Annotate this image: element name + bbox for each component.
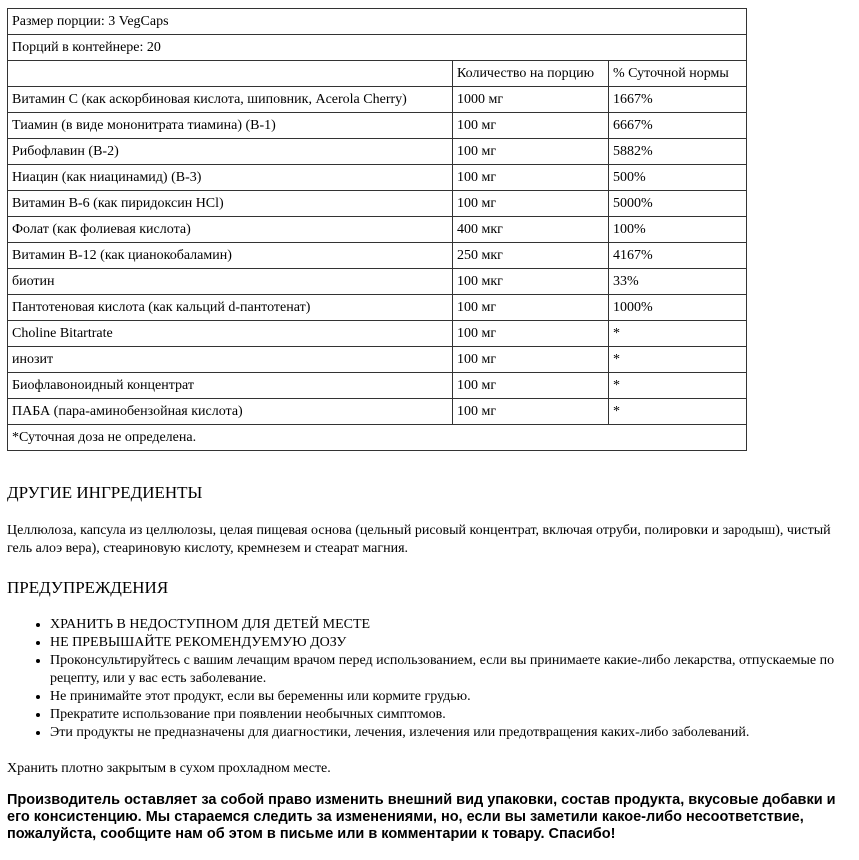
table-row — [8, 87, 747, 113]
table-row — [8, 321, 747, 347]
table-row — [8, 139, 747, 165]
supplement-facts-table — [7, 8, 747, 451]
nutrient-amount: 100 мг — [453, 321, 609, 347]
nutrient-name: Пантотеновая кислота (как кальций d-пантотенат) — [8, 295, 453, 321]
table-row — [8, 425, 747, 451]
table-row — [8, 35, 747, 61]
nutrient-amount: 100 мг — [453, 113, 609, 139]
nutrient-name: ПАБА (пара-аминобензойная кислота) — [8, 399, 453, 425]
nutrient-amount: 100 мг — [453, 373, 609, 399]
nutrient-name: Витамин B-6 (как пиридоксин HCl) — [8, 191, 453, 217]
nutrient-name: Витамин B-12 (как цианокобаламин) — [8, 243, 453, 269]
table-row — [8, 399, 747, 425]
warnings-list — [7, 616, 850, 742]
nutrient-dv: * — [609, 373, 747, 399]
nutrient-name: Фолат (как фолиевая кислота) — [8, 217, 453, 243]
nutrient-dv: 5000% — [609, 191, 747, 217]
nutrient-amount: 100 мг — [453, 139, 609, 165]
other-ingredients-text: Целлюлоза, капсула из целлюлозы, целая пищевая основа (цельный рисовый концентрат, включая отруби, полировки и зародыш), чистый гель алоэ вера), стеариновую кислоту, кремнезем и стеарат магния. — [7, 523, 831, 556]
nutrient-dv: 33% — [609, 269, 747, 295]
table-row — [8, 113, 747, 139]
nutrient-dv: 1667% — [609, 87, 747, 113]
nutrient-dv: * — [609, 321, 747, 347]
table-row — [8, 373, 747, 399]
list-item: • ХРАНИТЬ В НЕДОСТУПНОМ ДЛЯ ДЕТЕЙ МЕСТЕ — [50, 616, 850, 634]
nutrient-amount: 100 мг — [453, 295, 609, 321]
nutrient-amount: 100 мг — [453, 191, 609, 217]
nutrient-dv: 4167% — [609, 243, 747, 269]
footnote: *Суточная доза не определена. — [8, 425, 747, 451]
nutrient-name: Ниацин (как ниацинамид) (B-3) — [8, 165, 453, 191]
manufacturer-disclaimer: Производитель оставляет за собой право изменить внешний вид упаковки, состав продукта, вкусовые добавки и его консистенцию. Мы стараемся следить за изменениями, но, если вы заметили какое-либо несоответствие, пожалуйста, сообщите нам об этом в письме или в комментарии к товару. Спасибо! — [7, 792, 836, 842]
servings-per-container: Порций в контейнере: 20 — [8, 35, 747, 61]
list-item: • НЕ ПРЕВЫШАЙТЕ РЕКОМЕНДУЕМУЮ ДОЗУ — [50, 634, 850, 652]
header-blank — [8, 61, 453, 87]
nutrient-name: Витамин C (как аскорбиновая кислота, шиповник, Acerola Cherry) — [8, 87, 453, 113]
other-ingredients-title: ДРУГИЕ ИНГРЕДИЕНТЫ — [7, 483, 203, 502]
table-row — [8, 347, 747, 373]
table-row — [8, 191, 747, 217]
nutrient-name: инозит — [8, 347, 453, 373]
table-row — [8, 295, 747, 321]
nutrient-name: Choline Bitartrate — [8, 321, 453, 347]
nutrient-dv: * — [609, 399, 747, 425]
nutrient-name: Биофлавоноидный концентрат — [8, 373, 453, 399]
warnings-title: ПРЕДУПРЕЖДЕНИЯ — [7, 578, 169, 597]
serving-size: Размер порции: 3 VegCaps — [8, 9, 747, 35]
nutrient-amount: 100 мкг — [453, 269, 609, 295]
list-item: • Прекратите использование при появлении необычных симптомов. — [50, 706, 850, 724]
nutrient-name: Рибофлавин (B-2) — [8, 139, 453, 165]
nutrient-amount: 1000 мг — [453, 87, 609, 113]
table-row — [8, 243, 747, 269]
table-row — [8, 217, 747, 243]
nutrient-amount: 100 мг — [453, 347, 609, 373]
nutrient-dv: 100% — [609, 217, 747, 243]
nutrient-dv: 500% — [609, 165, 747, 191]
storage-note: Хранить плотно закрытым в сухом прохладном месте. — [7, 761, 331, 776]
header-daily-value: % Суточной нормы — [609, 61, 747, 87]
table-row — [8, 165, 747, 191]
list-item: • Не принимайте этот продукт, если вы беременны или кормите грудью. — [50, 688, 850, 706]
nutrient-dv: * — [609, 347, 747, 373]
list-item: • Эти продукты не предназначены для диагностики, лечения, излечения или предотвращения каких-либо заболеваний. — [50, 724, 850, 742]
nutrient-amount: 100 мг — [453, 399, 609, 425]
nutrient-dv: 6667% — [609, 113, 747, 139]
header-amount: Количество на порцию — [453, 61, 609, 87]
nutrient-dv: 5882% — [609, 139, 747, 165]
table-row — [8, 9, 747, 35]
list-item: • Проконсультируйтесь с вашим лечащим врачом перед использованием, если вы принимаете какие-либо лекарства, отпускаемые по рецепту, или у вас есть заболевание. — [50, 652, 850, 688]
nutrient-amount: 250 мкг — [453, 243, 609, 269]
nutrient-name: биотин — [8, 269, 453, 295]
nutrient-amount: 400 мкг — [453, 217, 609, 243]
table-header-row — [8, 61, 747, 87]
nutrient-amount: 100 мг — [453, 165, 609, 191]
table-row — [8, 269, 747, 295]
nutrient-name: Тиамин (в виде мононитрата тиамина) (B-1) — [8, 113, 453, 139]
nutrient-dv: 1000% — [609, 295, 747, 321]
